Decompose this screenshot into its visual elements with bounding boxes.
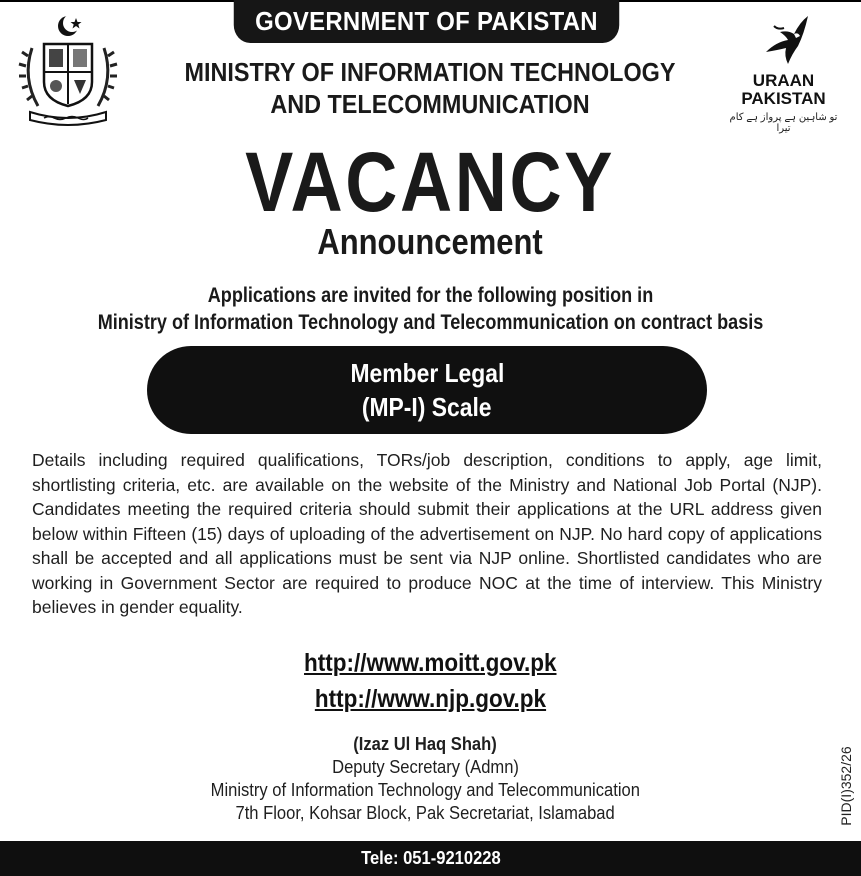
position-scale: (MP-I) Scale — [362, 392, 492, 422]
details-paragraph: Details including required qualifications, TORs/job description, conditions to apply, age limit, shortlisting criteria, etc. are available on the website of the Ministry and National Job Portal (NJP). Candidates meeting the required criteria should submit their applications at the URL address given below within Fifteen (15) days of uploading of the advertisement on NJP. No hard copy of applications shall be accepted and all applications must be sent via NJP online. Shortlisted candidates who are working in Government Sector are required to produce NOC at the time of interview. This Ministry believes in gender equality. — [32, 450, 822, 617]
intro-line1: Applications are invited for the following position in — [207, 284, 654, 307]
uraan-tagline: تو شاہین ہے پرواز ہے کام تیرا — [729, 112, 838, 134]
njp-link[interactable]: http://www.njp.gov.pk — [314, 685, 547, 713]
uraan-name-line2: PAKISTAN — [741, 89, 826, 108]
vacancy-title — [0, 135, 861, 229]
signature-block — [0, 733, 851, 825]
government-banner — [234, 0, 619, 43]
ministry-heading-line2: AND TELECOMMUNICATION — [270, 89, 590, 119]
position-badge — [147, 346, 707, 434]
signatory-designation: Deputy Secretary (Admn) — [332, 757, 519, 777]
signatory-name: (Izaz Ul Haq Shah) — [353, 734, 498, 754]
government-banner-text: GOVERNMENT OF PAKISTAN — [255, 6, 598, 36]
ministry-heading-line1: MINISTRY OF INFORMATION TECHNOLOGY — [184, 57, 676, 87]
ministry-heading — [120, 56, 740, 120]
uraan-name-line1: URAAN — [752, 71, 815, 90]
intro-text — [0, 282, 861, 336]
announcement-subtitle — [0, 222, 861, 262]
vacancy-title-text: VACANCY — [245, 135, 616, 229]
signatory-organization: Ministry of Information Technology and Telecommunication — [210, 780, 641, 800]
pid-label — [835, 742, 855, 832]
government-emblem-icon — [14, 8, 122, 126]
eagle-icon — [754, 12, 814, 72]
telephone-text: Tele: 051-9210228 — [360, 848, 501, 868]
position-name: Member Legal — [350, 358, 504, 388]
signatory-address: 7th Floor, Kohsar Block, Pak Secretariat, Islamabad — [235, 803, 616, 823]
moitt-link[interactable]: http://www.moitt.gov.pk — [304, 649, 557, 677]
intro-line2: Ministry of Information Technology and Telecommunication on contract basis — [97, 311, 764, 334]
announcement-subtitle-text: Announcement — [317, 221, 544, 262]
telephone-bar — [0, 841, 861, 876]
uraan-pakistan-logo — [726, 12, 841, 132]
website-links — [0, 645, 861, 717]
pid-text: PID(I)352/26 — [838, 746, 854, 826]
